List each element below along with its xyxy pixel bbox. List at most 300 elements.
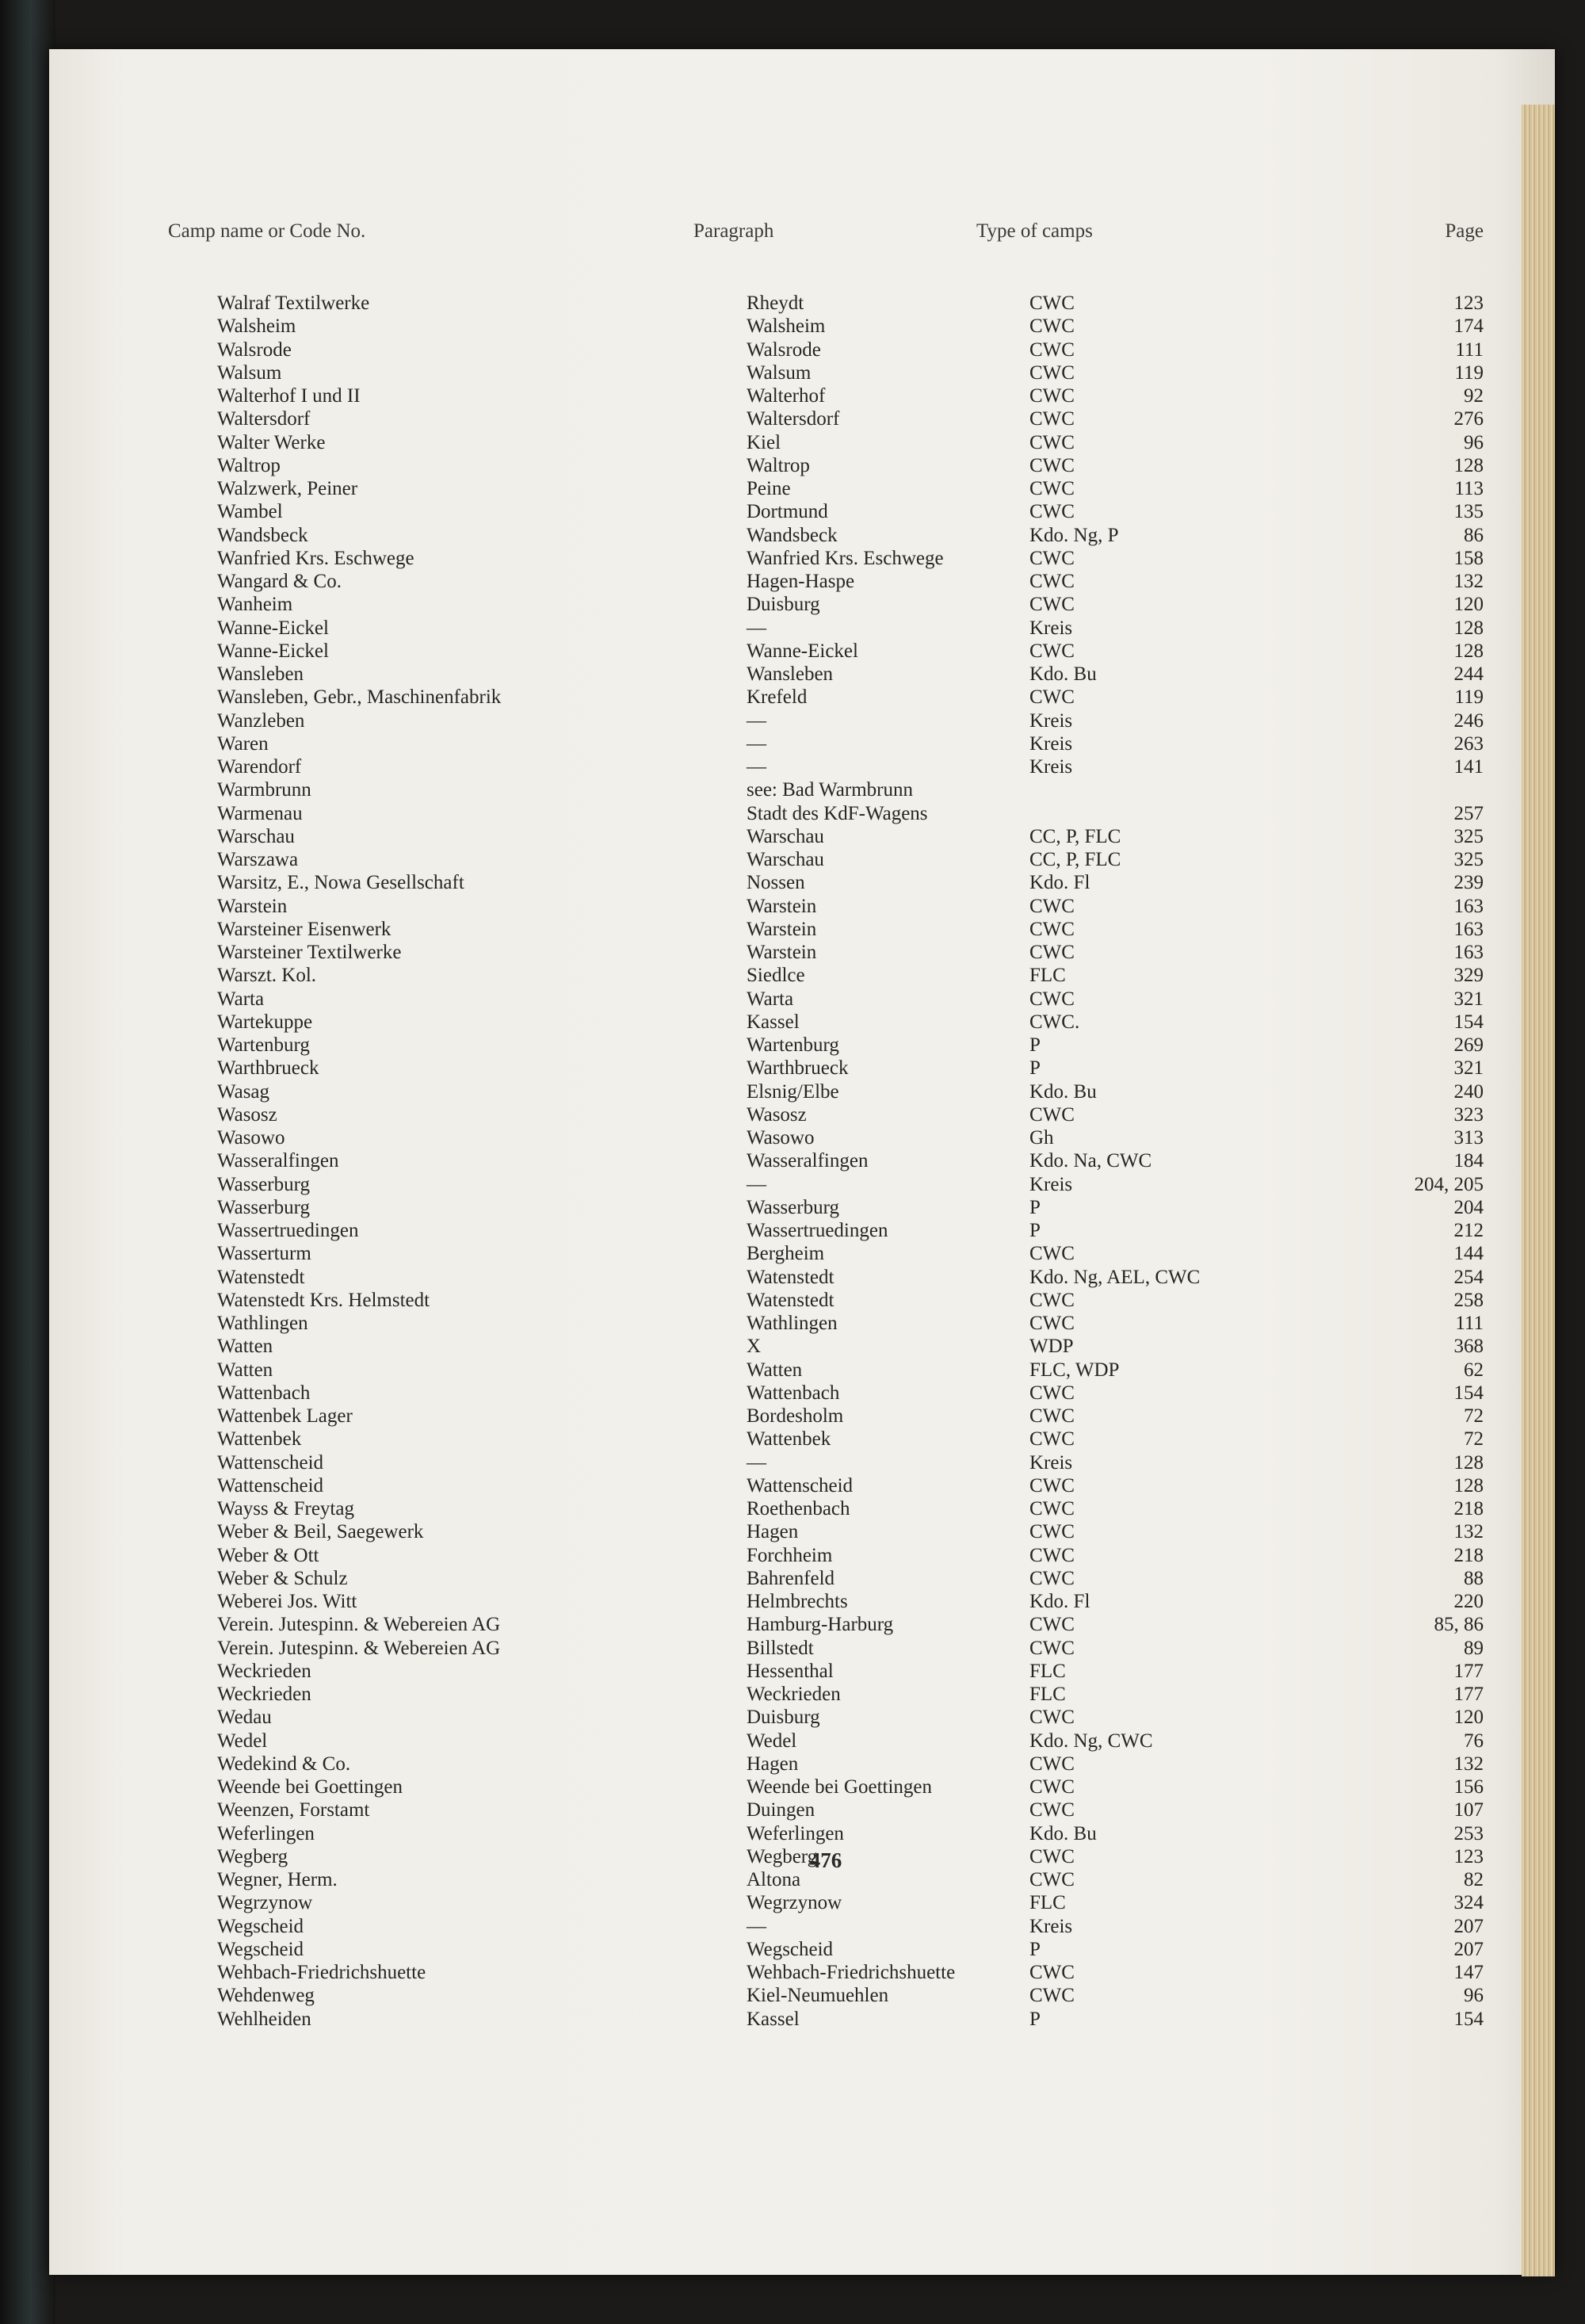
table-row: [168, 1149, 1484, 1172]
camp-type-cell: CWC: [1029, 1845, 1075, 1867]
paragraph-cell: Wandsbeck: [747, 524, 838, 546]
page-number-cell: 244: [1453, 663, 1484, 685]
table-row: [168, 292, 1484, 315]
page-number-cell: 156: [1453, 1776, 1484, 1798]
camp-name-cell: Wansleben: [217, 663, 304, 685]
camp-type-cell: Kdo. Na, CWC: [1029, 1150, 1152, 1172]
camp-type-cell: FLC: [1029, 1892, 1066, 1914]
table-row: [168, 384, 1484, 407]
camp-name-cell: Wegrzynow: [217, 1892, 313, 1914]
table-row: [168, 1474, 1484, 1497]
page-number-cell: 204: [1453, 1196, 1484, 1218]
page-number-cell: 323: [1453, 1103, 1484, 1126]
camp-type-cell: CWC: [1029, 1498, 1075, 1519]
paragraph-cell: Warthbrueck: [747, 1057, 849, 1080]
camp-name-cell: Walzwerk, Peiner: [217, 478, 358, 499]
camp-type-cell: CWC: [1029, 1428, 1075, 1451]
camp-type-cell: CWC: [1029, 1313, 1075, 1334]
table-row: [168, 663, 1484, 686]
table-row: [168, 1822, 1484, 1845]
paragraph-cell: Billstedt: [747, 1637, 814, 1659]
paragraph-cell: X: [747, 1336, 762, 1358]
camp-type-cell: P: [1029, 1057, 1041, 1080]
paragraph-cell: —: [747, 617, 766, 639]
page-number-cell: 321: [1453, 1057, 1484, 1080]
paragraph-cell: Waltersdorf: [747, 408, 840, 430]
page-number-cell: 258: [1453, 1289, 1484, 1311]
paragraph-cell: Dortmund: [747, 501, 828, 523]
camp-name-cell: Wegscheid: [217, 1938, 304, 1960]
camp-type-cell: Kdo. Fl: [1029, 872, 1090, 894]
table-row: [168, 338, 1484, 361]
table-row: [168, 2008, 1484, 2031]
camp-name-cell: Wanheim: [217, 594, 293, 616]
table-row: [168, 1266, 1484, 1289]
camp-type-cell: CC, P, FLC: [1029, 825, 1121, 847]
page-edges: [1522, 105, 1555, 2276]
page-number-cell: 269: [1453, 1034, 1484, 1056]
camp-name-cell: Wedau: [217, 1707, 272, 1729]
page-number-cell: 220: [1453, 1591, 1484, 1612]
table-row: [168, 1567, 1484, 1590]
camp-name-cell: Walsheim: [217, 315, 296, 338]
paragraph-cell: Wanfried Krs. Eschwege: [747, 547, 944, 569]
camp-name-cell: Wattenbek: [217, 1428, 302, 1451]
table-row: [168, 1219, 1484, 1242]
camp-name-cell: Wehdenweg: [217, 1985, 315, 2007]
paragraph-cell: Hamburg-Harburg: [747, 1614, 894, 1636]
table-row: [168, 1011, 1484, 1034]
table-row: [168, 524, 1484, 547]
table-row: [168, 1706, 1484, 1729]
paragraph-cell: Wegscheid: [747, 1938, 834, 1960]
camp-name-cell: Walraf Textilwerke: [217, 292, 370, 314]
camp-name-cell: Walsum: [217, 361, 282, 384]
camp-name-cell: Warendorf: [217, 756, 302, 778]
camp-type-cell: CWC: [1029, 571, 1075, 592]
camp-type-cell: Kreis: [1029, 709, 1073, 732]
page-number-cell: 132: [1453, 1753, 1484, 1775]
table-row: [168, 1660, 1484, 1683]
paragraph-cell: Weckrieden: [747, 1684, 841, 1705]
page-number-cell: 276: [1453, 408, 1484, 430]
camp-type-cell: CWC: [1029, 1753, 1075, 1775]
page-number-cell: 141: [1453, 756, 1484, 778]
camp-type-cell: FLC: [1029, 1660, 1066, 1682]
page-number-cell: 254: [1453, 1266, 1484, 1288]
camp-name-cell: Weckrieden: [217, 1660, 311, 1682]
page-number-cell: 325: [1453, 825, 1484, 847]
page-number-cell: 204, 205: [1414, 1173, 1484, 1195]
table-row: [168, 732, 1484, 755]
paragraph-cell: Duisburg: [747, 1707, 820, 1729]
paragraph-cell: Hagen-Haspe: [747, 571, 855, 592]
camp-name-cell: Warsteiner Eisenwerk: [217, 918, 391, 940]
page-number-cell: 257: [1453, 802, 1484, 824]
paragraph-cell: Wehbach-Friedrichshuette: [747, 1962, 956, 1983]
table-row: [168, 941, 1484, 964]
camp-type-cell: CWC: [1029, 1985, 1075, 2007]
page-number-cell: 218: [1453, 1544, 1484, 1566]
header-camp-name: Camp name or Code No.: [168, 220, 366, 242]
page-number-cell: 313: [1453, 1127, 1484, 1149]
camp-name-cell: Wehlheiden: [217, 2008, 311, 2030]
table-header: [168, 220, 1484, 252]
page-number-cell: 128: [1453, 640, 1484, 662]
camp-type-cell: CWC: [1029, 385, 1075, 407]
camp-name-cell: Wasosz: [217, 1103, 277, 1126]
camp-name-cell: Wandsbeck: [217, 524, 308, 546]
page-number-cell: 92: [1464, 385, 1484, 407]
camp-type-cell: P: [1029, 2008, 1041, 2030]
page-number-cell: 96: [1464, 431, 1484, 453]
camp-name-cell: Weenzen, Forstamt: [217, 1799, 370, 1821]
camp-name-cell: Wattenscheid: [217, 1451, 324, 1474]
camp-type-cell: CWC: [1029, 361, 1075, 384]
page-number-cell: 128: [1453, 1451, 1484, 1474]
paragraph-cell: Wedel: [747, 1730, 797, 1752]
table-row: [168, 802, 1484, 825]
camp-name-cell: Wattenbek Lager: [217, 1405, 353, 1427]
table-row: [168, 1335, 1484, 1358]
paragraph-cell: Warstein: [747, 918, 817, 940]
paragraph-cell: Wasseralfingen: [747, 1150, 869, 1172]
camp-type-cell: CWC: [1029, 895, 1075, 917]
table-row: [168, 570, 1484, 593]
table-row: [168, 1613, 1484, 1636]
page-number-cell: 144: [1453, 1243, 1484, 1265]
camp-type-cell: CWC: [1029, 1474, 1075, 1496]
page-number-cell: 240: [1453, 1080, 1484, 1103]
paragraph-cell: Warstein: [747, 942, 817, 963]
page-number-cell: 253: [1453, 1822, 1484, 1844]
camp-type-cell: FLC: [1029, 965, 1066, 987]
table-row: [168, 1080, 1484, 1103]
paragraph-cell: Warschau: [747, 825, 824, 847]
table-row: [168, 1938, 1484, 1961]
camp-name-cell: Wegscheid: [217, 1915, 304, 1937]
camp-type-cell: CWC: [1029, 1289, 1075, 1311]
camp-type-cell: CWC: [1029, 1869, 1075, 1890]
table-row: [168, 1984, 1484, 2007]
table-row: [168, 1289, 1484, 1312]
camp-name-cell: Waltersdorf: [217, 408, 311, 430]
camp-table-body: [168, 292, 1484, 2031]
page-number-cell: 184: [1453, 1150, 1484, 1172]
camp-type-cell: CWC: [1029, 1521, 1075, 1543]
camp-type-cell: CWC: [1029, 1707, 1075, 1729]
camp-name-cell: Walsrode: [217, 338, 292, 361]
paragraph-cell: Weferlingen: [747, 1822, 844, 1844]
camp-name-cell: Verein. Jutespinn. & Webereien AG: [217, 1614, 501, 1636]
page-number-cell: 128: [1453, 1474, 1484, 1496]
camp-type-cell: CC, P, FLC: [1029, 849, 1121, 870]
table-row: [168, 500, 1484, 523]
page-number-cell: 76: [1464, 1730, 1484, 1752]
camp-name-cell: Wehbach-Friedrichshuette: [217, 1962, 426, 1983]
paragraph-cell: Hagen: [747, 1753, 799, 1775]
camp-name-cell: Waren: [217, 732, 269, 755]
page-number-cell: 321: [1453, 988, 1484, 1010]
camp-name-cell: Weende bei Goettingen: [217, 1776, 403, 1798]
page-number-cell: 88: [1464, 1567, 1484, 1589]
camp-name-cell: Wambel: [217, 501, 283, 523]
table-row: [168, 1242, 1484, 1265]
page-number-cell: 119: [1454, 361, 1484, 384]
paragraph-cell: Bordesholm: [747, 1405, 844, 1427]
camp-name-cell: Warszawa: [217, 849, 299, 870]
page-number-cell: 163: [1453, 895, 1484, 917]
page-number-cell: 72: [1464, 1428, 1484, 1451]
camp-type-cell: Kdo. Bu: [1029, 1822, 1097, 1844]
camp-name-cell: Wasag: [217, 1080, 270, 1103]
table-row: [168, 1915, 1484, 1938]
camp-type-cell: CWC: [1029, 501, 1075, 523]
paragraph-cell: Wattenbach: [747, 1382, 840, 1404]
paragraph-cell: Nossen: [747, 872, 805, 894]
page-number-cell: 158: [1453, 547, 1484, 569]
page-number-cell: 120: [1453, 1707, 1484, 1729]
page-number-cell: 89: [1464, 1637, 1484, 1659]
camp-name-cell: Wartenburg: [217, 1034, 310, 1056]
table-row: [168, 1057, 1484, 1080]
camp-name-cell: Warsitz, E., Nowa Gesellschaft: [217, 872, 464, 894]
camp-name-cell: Wasseralfingen: [217, 1150, 339, 1172]
camp-name-cell: Wasserburg: [217, 1196, 310, 1218]
table-row: [168, 848, 1484, 871]
camp-type-cell: Kreis: [1029, 732, 1073, 755]
camp-name-cell: Weberei Jos. Witt: [217, 1591, 357, 1612]
page-number-cell: 85, 86: [1434, 1614, 1484, 1636]
camp-name-cell: Watten: [217, 1336, 273, 1358]
page-number-cell: 111: [1455, 1313, 1484, 1334]
camp-name-cell: Warmenau: [217, 802, 303, 824]
table-row: [168, 640, 1484, 663]
paragraph-cell: Siedlce: [747, 965, 805, 987]
paragraph-cell: Wattenscheid: [747, 1474, 854, 1496]
page-number-cell: 107: [1453, 1799, 1484, 1821]
camp-type-cell: CWC: [1029, 315, 1075, 338]
page-number-cell: 154: [1453, 2008, 1484, 2030]
camp-type-cell: FLC, WDP: [1029, 1359, 1120, 1381]
camp-type-cell: Kreis: [1029, 617, 1073, 639]
page-number-cell: 132: [1453, 1521, 1484, 1543]
page-number-cell: 128: [1453, 454, 1484, 476]
camp-type-cell: P: [1029, 1196, 1041, 1218]
camp-name-cell: Warszt. Kol.: [217, 965, 317, 987]
table-row: [168, 1312, 1484, 1335]
camp-type-cell: CWC: [1029, 594, 1075, 616]
page-number-cell: 163: [1453, 918, 1484, 940]
paragraph-cell: Wattenbek: [747, 1428, 831, 1451]
document-page: [49, 49, 1555, 2275]
camp-name-cell: Watenstedt Krs. Helmstedt: [217, 1289, 430, 1311]
page-number-cell: 174: [1453, 315, 1484, 338]
page-number-cell: 113: [1454, 478, 1484, 499]
page-number-cell: 119: [1454, 686, 1484, 709]
camp-type-cell: CWC: [1029, 408, 1075, 430]
table-row: [168, 1775, 1484, 1798]
paragraph-cell: Warschau: [747, 849, 824, 870]
camp-name-cell: Wasowo: [217, 1127, 285, 1149]
camp-name-cell: Watenstedt: [217, 1266, 305, 1288]
paragraph-cell: —: [747, 709, 766, 732]
camp-type-cell: CWC: [1029, 988, 1075, 1010]
page-number-cell: 207: [1453, 1915, 1484, 1937]
camp-name-cell: Wegberg: [217, 1845, 288, 1867]
paragraph-cell: —: [747, 756, 766, 778]
page-number-cell: 324: [1453, 1892, 1484, 1914]
camp-type-cell: CWC: [1029, 431, 1075, 453]
table-row: [168, 1126, 1484, 1149]
camp-type-cell: Kdo. Bu: [1029, 663, 1097, 685]
camp-type-cell: Kreis: [1029, 1173, 1073, 1195]
camp-type-cell: CWC: [1029, 338, 1075, 361]
page-number-cell: 96: [1464, 1985, 1484, 2007]
paragraph-cell: Forchheim: [747, 1544, 833, 1566]
camp-name-cell: Weber & Ott: [217, 1544, 319, 1566]
camp-type-cell: Kreis: [1029, 1451, 1073, 1474]
table-row: [168, 407, 1484, 430]
paragraph-cell: Bergheim: [747, 1243, 825, 1265]
camp-name-cell: Warthbrueck: [217, 1057, 319, 1080]
table-row: [168, 1961, 1484, 1984]
table-row: [168, 895, 1484, 918]
camp-type-cell: CWC: [1029, 1243, 1075, 1265]
camp-name-cell: Wanfried Krs. Eschwege: [217, 547, 414, 569]
camp-type-cell: Kdo. Ng, AEL, CWC: [1029, 1266, 1201, 1288]
page-number-cell: 325: [1453, 849, 1484, 870]
page-number-cell: 329: [1453, 965, 1484, 987]
table-row: [168, 617, 1484, 640]
paragraph-cell: Peine: [747, 478, 791, 499]
camp-type-cell: Kdo. Ng, CWC: [1029, 1730, 1153, 1752]
page-number-cell: 263: [1453, 732, 1484, 755]
camp-type-cell: CWC: [1029, 1405, 1075, 1427]
camp-type-cell: CWC: [1029, 454, 1075, 476]
paragraph-cell: Krefeld: [747, 686, 808, 709]
paragraph-cell: Wansleben: [747, 663, 834, 685]
camp-type-cell: CWC: [1029, 918, 1075, 940]
camp-name-cell: Weckrieden: [217, 1684, 311, 1705]
camp-name-cell: Wanzleben: [217, 709, 305, 732]
table-row: [168, 825, 1484, 848]
page-number: 476: [809, 1848, 842, 1872]
table-row: [168, 1520, 1484, 1543]
page-number-cell: 163: [1453, 942, 1484, 963]
table-row: [168, 1730, 1484, 1753]
camp-name-cell: Wansleben, Gebr., Maschinenfabrik: [217, 686, 502, 709]
table-row: [168, 686, 1484, 709]
page-number-cell: 72: [1464, 1405, 1484, 1427]
camp-type-cell: CWC: [1029, 1544, 1075, 1566]
paragraph-cell: Hagen: [747, 1521, 799, 1543]
camp-type-cell: CWC: [1029, 1614, 1075, 1636]
page-number-cell: 207: [1453, 1938, 1484, 1960]
camp-type-cell: WDP: [1029, 1336, 1074, 1358]
paragraph-cell: Watenstedt: [747, 1266, 835, 1288]
page-number-cell: 111: [1455, 338, 1484, 361]
table-row: [168, 988, 1484, 1011]
camp-name-cell: Warmbrunn: [217, 779, 311, 801]
table-row: [168, 1637, 1484, 1660]
page-number-cell: 86: [1464, 524, 1484, 546]
paragraph-cell: Weende bei Goettingen: [747, 1776, 933, 1798]
camp-name-cell: Walter Werke: [217, 431, 326, 453]
page-number-cell: 135: [1453, 501, 1484, 523]
paragraph-cell: Bahrenfeld: [747, 1567, 835, 1589]
page-number-cell: 123: [1453, 1845, 1484, 1867]
camp-name-cell: Wayss & Freytag: [217, 1498, 354, 1519]
paragraph-cell: Wegberg: [747, 1845, 818, 1867]
camp-name-cell: Watten: [217, 1359, 273, 1381]
paragraph-cell: Watten: [747, 1359, 803, 1381]
page-number-cell: 123: [1453, 292, 1484, 314]
camp-name-cell: Wasserturm: [217, 1243, 311, 1265]
camp-type-cell: Kdo. Ng, P: [1029, 524, 1119, 546]
camp-type-cell: Kdo. Fl: [1029, 1591, 1090, 1612]
camp-type-cell: CWC: [1029, 1103, 1075, 1126]
page-number-cell: 154: [1453, 1011, 1484, 1033]
paragraph-cell: Wathlingen: [747, 1313, 838, 1334]
table-row: [168, 1428, 1484, 1451]
paragraph-cell: Kassel: [747, 2008, 800, 2030]
table-row: [168, 964, 1484, 987]
table-row: [168, 1753, 1484, 1775]
paragraph-cell: Wassertruedingen: [747, 1220, 888, 1241]
camp-name-cell: Wedel: [217, 1730, 268, 1752]
table-row: [168, 918, 1484, 941]
table-row: [168, 1103, 1484, 1126]
camp-name-cell: Warta: [217, 988, 265, 1010]
paragraph-cell: Warstein: [747, 895, 817, 917]
camp-name-cell: Wattenbach: [217, 1382, 311, 1404]
page-number-cell: 120: [1453, 594, 1484, 616]
table-row: [168, 1382, 1484, 1405]
page-number-cell: 368: [1453, 1336, 1484, 1358]
paragraph-cell: Elsnig/Elbe: [747, 1080, 839, 1103]
camp-name-cell: Walterhof I und II: [217, 385, 361, 407]
camp-type-cell: P: [1029, 1220, 1041, 1241]
paragraph-cell: Kiel: [747, 431, 781, 453]
table-row: [168, 1590, 1484, 1613]
camp-name-cell: Wegner, Herm.: [217, 1869, 338, 1890]
camp-type-cell: CWC: [1029, 640, 1075, 662]
camp-name-cell: Warstein: [217, 895, 288, 917]
camp-name-cell: Wanne-Eickel: [217, 617, 329, 639]
paragraph-cell: Walsheim: [747, 315, 826, 338]
page-number-cell: 132: [1453, 571, 1484, 592]
table-row: [168, 315, 1484, 338]
camp-name-cell: Wassertruedingen: [217, 1220, 359, 1241]
paragraph-cell: Duisburg: [747, 594, 820, 616]
camp-type-cell: P: [1029, 1034, 1041, 1056]
camp-name-cell: Warschau: [217, 825, 295, 847]
paragraph-cell: Hessenthal: [747, 1660, 834, 1682]
camp-type-cell: Kreis: [1029, 1915, 1073, 1937]
table-row: [168, 1683, 1484, 1706]
table-row: [168, 454, 1484, 477]
camp-type-cell: CWC: [1029, 686, 1075, 709]
page-number-cell: 62: [1464, 1359, 1484, 1381]
paragraph-cell: Kiel-Neumuehlen: [747, 1985, 889, 2007]
table-row: [168, 871, 1484, 894]
camp-type-cell: CWC: [1029, 292, 1075, 314]
page-number-cell: 147: [1453, 1962, 1484, 1983]
paragraph-cell: Rheydt: [747, 292, 804, 314]
page-number-cell: 246: [1453, 709, 1484, 732]
page-number-cell: 177: [1453, 1660, 1484, 1682]
